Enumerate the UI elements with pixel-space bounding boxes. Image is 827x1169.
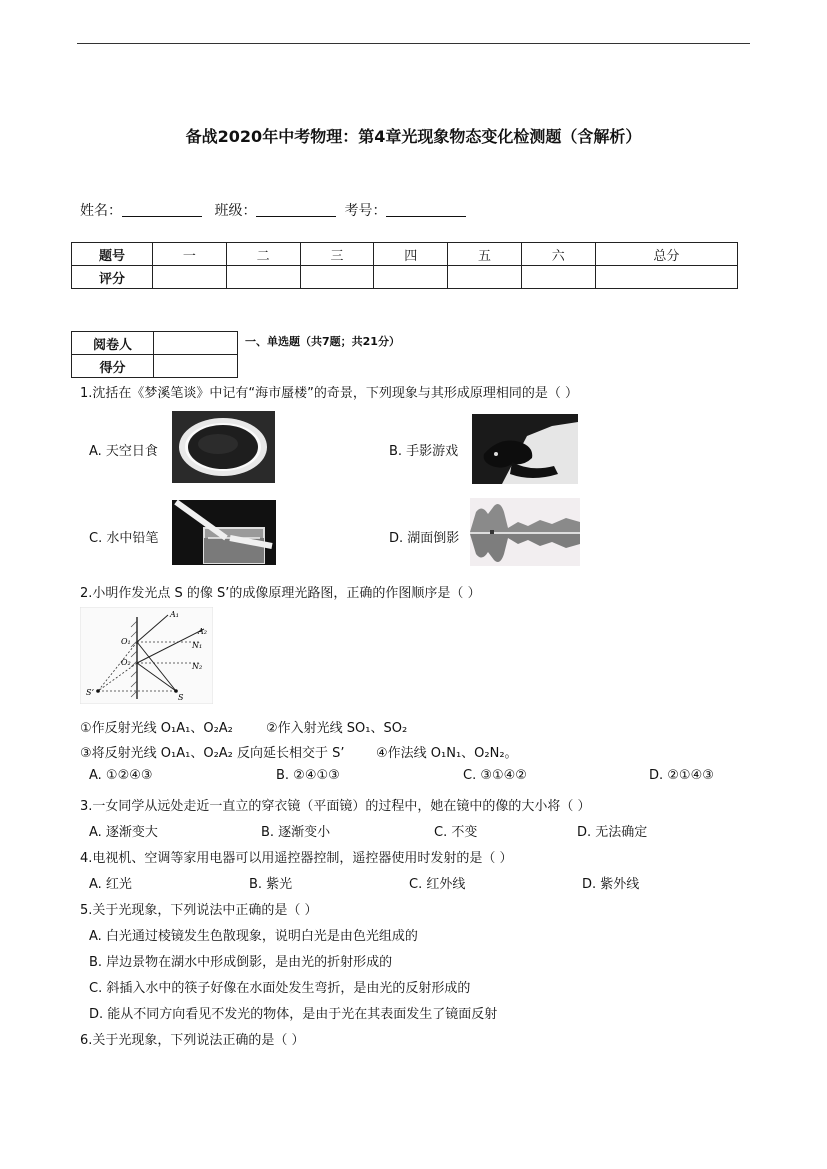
score-table — [71, 242, 738, 289]
q2-step-1: ①作反射光线 O₁A₁、O₂A₂ — [80, 721, 233, 736]
score-table-col: 一 — [153, 243, 227, 266]
grader-row — [72, 355, 238, 378]
student-info — [80, 200, 474, 220]
q1-option-b[interactable]: B. 手影游戏 — [389, 444, 459, 459]
score-cell[interactable] — [374, 266, 448, 289]
question-4: 4.电视机、空调等家用电器可以用遥控器控制，遥控器使用时发射的是（ ） — [80, 851, 513, 866]
q1-option-a[interactable]: A. 天空日食 — [89, 444, 158, 459]
page-title: 备战2020年中考物理：第4章光现象物态变化检测题（含解析） — [185, 127, 642, 146]
question-1: 1.沈括在《梦溪笔谈》中记有“海市蜃楼”的奇景，下列现象与其形成原理相同的是（ ） — [80, 386, 579, 401]
class-label: 班级： — [214, 203, 257, 219]
q3-option-a[interactable]: A. 逐渐变大 — [89, 825, 158, 840]
q1-option-d[interactable]: D. 湖面倒影 — [389, 531, 460, 546]
q2-option-d[interactable]: D. ②①④③ — [649, 768, 714, 783]
q5-option-b[interactable]: B. 岸边景物在湖水中形成倒影，是由光的折射形成的 — [89, 955, 393, 970]
question-3: 3.一女同学从远处走近一直立的穿衣镜（平面镜）的过程中，她在镜中的像的大小将（ ） — [80, 799, 591, 814]
score-table-col: 六 — [521, 243, 595, 266]
class-blank[interactable] — [256, 204, 336, 217]
label-n1: N₁ — [192, 641, 203, 650]
q3-option-c[interactable]: C. 不变 — [434, 825, 478, 840]
score-table-row — [72, 266, 738, 289]
q5-option-d[interactable]: D. 能从不同方向看见不发光的物体，是由于光在其表面发生了镜面反射 — [89, 1007, 498, 1022]
score-cell[interactable] — [226, 266, 300, 289]
q2-step-4: ④作法线 O₁N₁、O₂N₂。 — [376, 746, 518, 761]
eclipse-image — [172, 411, 275, 483]
q4-option-d[interactable]: D. 紫外线 — [582, 877, 640, 892]
q4-option-c[interactable]: C. 红外线 — [409, 877, 466, 892]
score-cell[interactable] — [595, 266, 737, 289]
q2-option-b[interactable]: B. ②④①③ — [276, 768, 340, 783]
score-cell[interactable] — [521, 266, 595, 289]
header-rule — [77, 43, 750, 44]
q3-option-b[interactable]: B. 逐渐变小 — [261, 825, 331, 840]
grader-row — [72, 332, 238, 355]
score-table-header: 题号 — [72, 243, 153, 266]
label-a1: A₁ — [170, 610, 179, 619]
grader-table — [71, 331, 238, 378]
hand-shadow-image — [472, 414, 578, 484]
q1-option-c[interactable]: C. 水中铅笔 — [89, 531, 159, 546]
q3-option-d[interactable]: D. 无法确定 — [577, 825, 648, 840]
question-2: 2.小明作发光点 S 的像 S’的成像原理光路图，正确的作图顺序是（ ） — [80, 586, 481, 601]
score-cell[interactable] — [300, 266, 374, 289]
score-table-col: 二 — [226, 243, 300, 266]
grader-cell[interactable] — [154, 332, 238, 355]
label-o1: O₁ — [121, 637, 131, 646]
label-a2: A₂ — [198, 627, 207, 636]
label-n2: N₂ — [192, 662, 203, 671]
q4-option-b[interactable]: B. 紫光 — [249, 877, 293, 892]
ray-diagram — [80, 607, 213, 704]
score-table-col: 四 — [374, 243, 448, 266]
q2-step-3: ③将反射光线 O₁A₁、O₂A₂ 反向延长相交于 S’ — [80, 746, 345, 761]
exam-no-label: 考号： — [344, 203, 387, 219]
grader-cell[interactable] — [154, 355, 238, 378]
exam-no-blank[interactable] — [386, 204, 466, 217]
label-s-prime: S’ — [86, 688, 95, 697]
question-5: 5.关于光现象，下列说法中正确的是（ ） — [80, 903, 318, 918]
q5-option-c[interactable]: C. 斜插入水中的筷子好像在水面处发生弯折，是由光的反射形成的 — [89, 981, 471, 996]
grader-label: 阅卷人 — [72, 332, 154, 355]
label-o2: O₂ — [121, 658, 131, 667]
q4-option-a[interactable]: A. 红光 — [89, 877, 132, 892]
q5-option-a[interactable]: A. 白光通过棱镜发生色散现象，说明白光是由色光组成的 — [89, 929, 418, 944]
lake-reflection-image — [470, 498, 580, 566]
pencil-in-water-image — [172, 500, 276, 565]
q2-option-a[interactable]: A. ①②④③ — [89, 768, 153, 783]
grader-label: 得分 — [72, 355, 154, 378]
score-cell[interactable] — [153, 266, 227, 289]
score-table-row — [72, 243, 738, 266]
score-cell[interactable] — [448, 266, 522, 289]
name-blank[interactable] — [122, 204, 202, 217]
q2-option-c[interactable]: C. ③①④② — [463, 768, 527, 783]
score-table-col: 三 — [300, 243, 374, 266]
score-table-col: 五 — [448, 243, 522, 266]
score-table-header: 评分 — [72, 266, 153, 289]
label-s: S — [178, 693, 184, 702]
q2-step-2: ②作入射光线 SO₁、SO₂ — [266, 721, 408, 736]
section-heading: 一、单选题（共7题；共21分） — [245, 335, 400, 348]
question-6: 6.关于光现象，下列说法正确的是（ ） — [80, 1033, 305, 1048]
score-table-col: 总分 — [595, 243, 737, 266]
name-label: 姓名： — [80, 203, 122, 219]
